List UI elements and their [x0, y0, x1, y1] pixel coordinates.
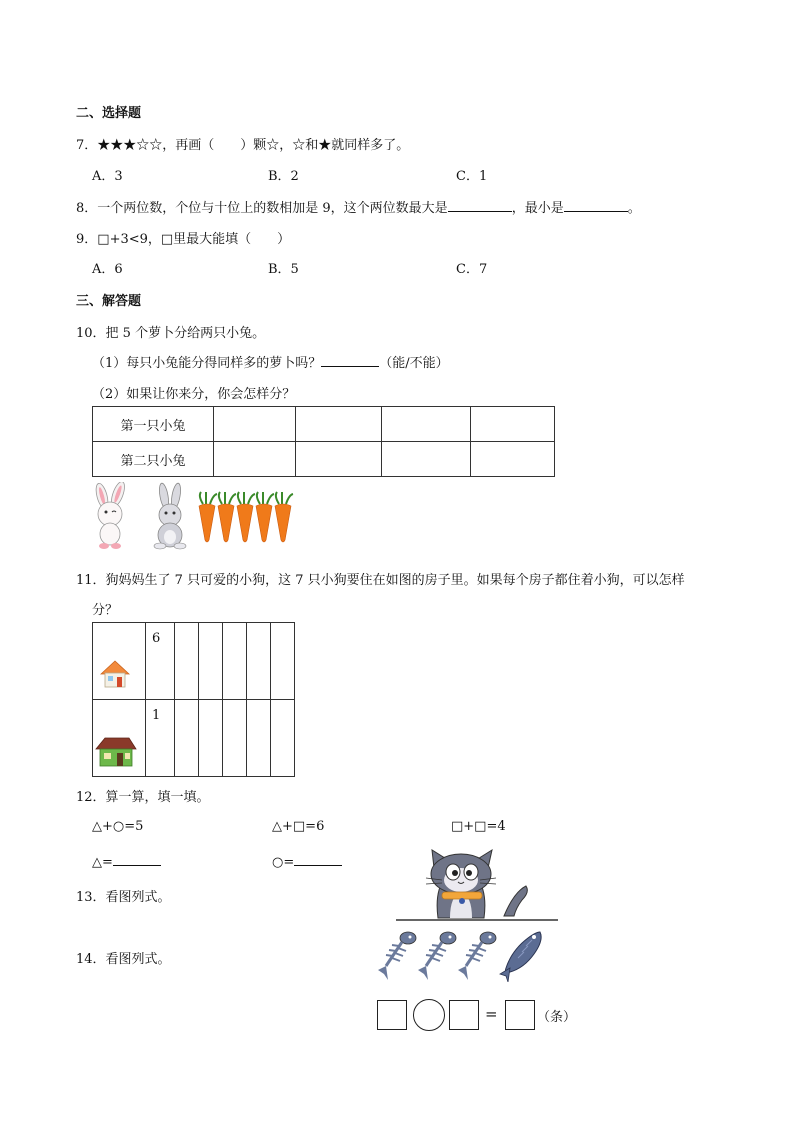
answer-cell[interactable]	[471, 407, 555, 442]
carrot-icon	[218, 492, 236, 542]
subquestion-text: （1）每只小兔能分得同样多的萝卜吗？	[92, 356, 322, 371]
house-icon	[95, 735, 137, 769]
carrot-icon	[256, 492, 274, 542]
answer-cell[interactable]	[199, 700, 223, 777]
question-stem: 狗妈妈生了 7 只可爱的小狗，这 7 只小狗要住在如图的房子里。如果每个房子都住着小狗，可以怎样	[105, 573, 685, 588]
fish-icon	[500, 932, 541, 982]
answer-cell[interactable]	[382, 442, 471, 477]
question-stem: 看图列式。	[105, 952, 171, 967]
answer-cell[interactable]	[199, 623, 223, 700]
q7-option-b: B．2	[268, 169, 299, 184]
answer-blank[interactable]	[113, 853, 161, 866]
answer-cell[interactable]	[271, 700, 295, 777]
question-14	[76, 948, 171, 967]
q10-subquestion-2: （2）如果让你来分，你会怎样分？	[92, 387, 296, 402]
value-cell: 1	[146, 700, 175, 777]
operator-circle[interactable]	[413, 999, 445, 1031]
answer-cell[interactable]	[223, 623, 247, 700]
answer-cell[interactable]	[471, 442, 555, 477]
q7-option-c: C．1	[456, 169, 488, 184]
question-stem: 把 5 个萝卜分给两只小兔。	[105, 326, 266, 341]
fish-bone-icon	[418, 932, 456, 980]
answer-blank-max[interactable]	[448, 199, 512, 212]
rabbit-distribution-table	[92, 406, 555, 477]
cat-icon	[426, 850, 527, 918]
table-row	[93, 442, 555, 477]
question-8	[76, 197, 641, 216]
question-stem-part-a: 一个两位数，个位与十位上的数相加是 9，这个两位数最大是	[97, 201, 448, 216]
carrot-icon	[275, 492, 293, 542]
question-7	[76, 134, 409, 153]
q9-option-a: A．6	[92, 262, 123, 277]
q7-option-a: A．3	[92, 169, 123, 184]
question-number: 12．	[76, 790, 106, 805]
question-number: 9．	[76, 232, 98, 247]
answer-blank[interactable]	[294, 853, 342, 866]
row-label-second-rabbit: 第二只小兔	[93, 442, 214, 477]
subquestion-options: （能/不能）	[379, 356, 449, 371]
answer-label: △=	[92, 855, 113, 870]
answer-cell[interactable]	[247, 623, 271, 700]
fish-illustration	[376, 924, 552, 982]
question-11-line-2: 分？	[92, 603, 119, 618]
carrot-icon	[237, 492, 255, 542]
answer-cell[interactable]	[175, 700, 199, 777]
question-11-line-1	[76, 569, 685, 588]
question-number: 7．	[76, 138, 98, 153]
question-10	[76, 322, 265, 341]
answer-cell[interactable]	[296, 407, 382, 442]
question-stem-part-b: ，最小是	[511, 201, 564, 216]
house-cell	[93, 700, 146, 777]
q10-subquestion-1	[92, 352, 449, 371]
fish-bone-icon	[378, 932, 416, 980]
answer-cell[interactable]	[271, 623, 295, 700]
table-row	[93, 407, 555, 442]
equals-sign: =	[485, 1005, 498, 1023]
puppy-house-table	[92, 622, 295, 777]
answer-cell[interactable]	[247, 700, 271, 777]
question-number: 14．	[76, 952, 106, 967]
table-row	[93, 623, 295, 700]
answer-box-1[interactable]	[377, 1000, 407, 1030]
table-row	[93, 700, 295, 777]
answer-blank[interactable]	[321, 354, 379, 367]
answer-cell[interactable]	[214, 442, 296, 477]
answer-cell[interactable]	[382, 407, 471, 442]
answer-box-2[interactable]	[449, 1000, 479, 1030]
fish-bone-icon	[458, 932, 496, 980]
question-stem: 算一算，填一填。	[105, 790, 210, 805]
question-number: 11．	[76, 573, 106, 588]
rabbit-icon	[94, 482, 127, 549]
question-stem: 看图列式。	[105, 890, 171, 905]
question-stem: □+3<9，□里最大能填（ ）	[97, 232, 291, 247]
question-12	[76, 786, 210, 805]
rabbits-and-carrots-illustration	[88, 482, 308, 552]
cat-illustration	[396, 848, 560, 922]
equation-1: △+○=5	[92, 819, 144, 834]
answer-cell[interactable]	[296, 442, 382, 477]
answer-label: ○=	[272, 855, 295, 870]
answer-blank-min[interactable]	[564, 199, 628, 212]
question-13	[76, 886, 171, 905]
equation-2: △+□=6	[272, 819, 325, 834]
unit-label: （条）	[537, 1010, 577, 1025]
question-stem-part-c: 。	[627, 201, 641, 216]
carrot-icon	[199, 492, 217, 542]
rabbit-icon	[154, 483, 186, 549]
house-icon	[99, 658, 131, 690]
q9-option-c: C．7	[456, 262, 488, 277]
answer-cell[interactable]	[214, 407, 296, 442]
question-number: 13．	[76, 890, 106, 905]
answer-circle	[272, 853, 342, 870]
section-2-title: 二、选择题	[76, 106, 142, 121]
answer-cell[interactable]	[175, 623, 199, 700]
question-number: 10．	[76, 326, 106, 341]
question-9	[76, 228, 290, 247]
question-number: 8．	[76, 201, 98, 216]
question-stem: ★★★☆☆，再画（ ）颗☆，☆和★就同样多了。	[97, 138, 410, 153]
row-label-first-rabbit: 第一只小兔	[93, 407, 214, 442]
answer-box-result[interactable]	[505, 1000, 535, 1030]
equation-3: □+□=4	[451, 819, 506, 834]
house-cell	[93, 623, 146, 700]
answer-cell[interactable]	[223, 700, 247, 777]
section-3-title: 三、解答题	[76, 294, 142, 309]
value-cell: 6	[146, 623, 175, 700]
answer-triangle	[92, 853, 161, 870]
q9-option-b: B．5	[268, 262, 299, 277]
